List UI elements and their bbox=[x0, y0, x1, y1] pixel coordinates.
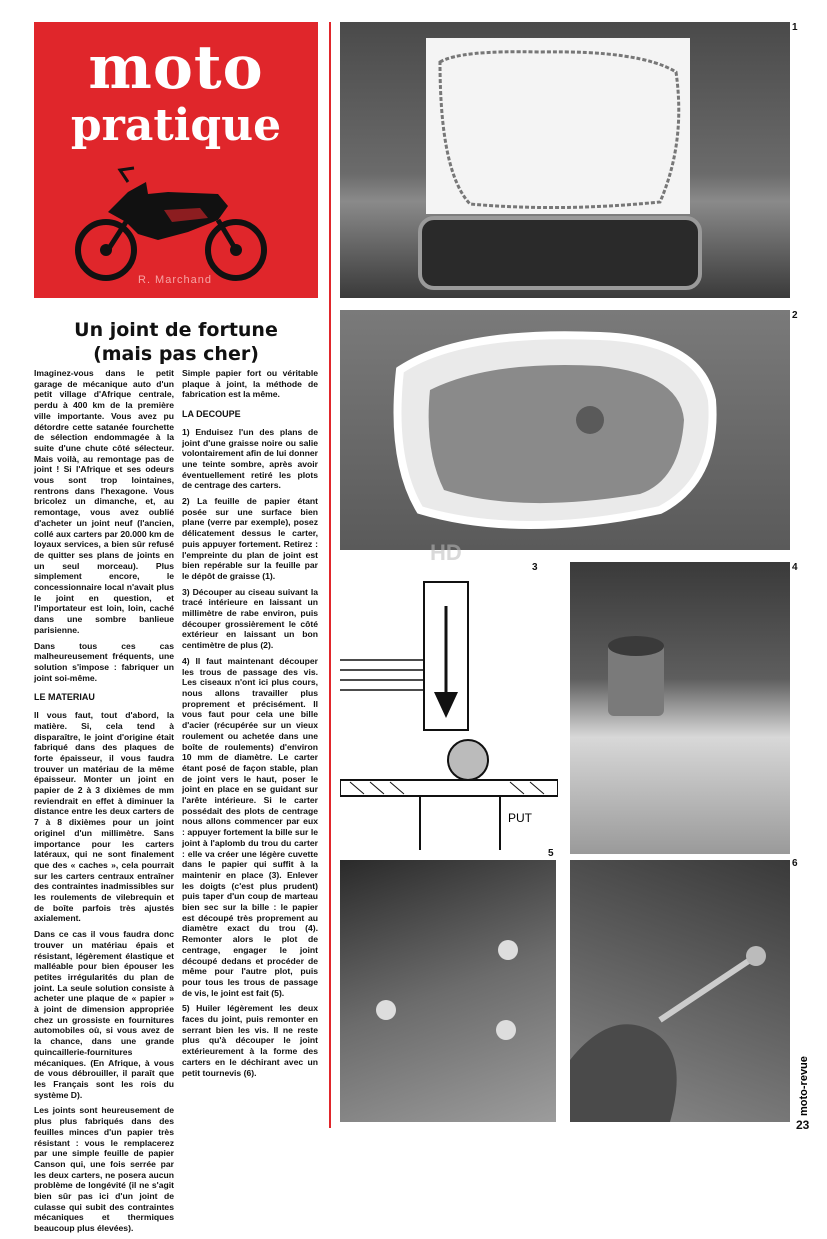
brand-moto-revue bbox=[792, 1046, 812, 1116]
title-pratique: pratique bbox=[70, 100, 282, 151]
intro-paragraph: Dans tous ces cas malheureusement fréquents, une solution s'impose : fabriquer un joint soi-même. bbox=[34, 640, 174, 683]
figure-number-5: 5 bbox=[548, 848, 554, 859]
photo-gasket-print bbox=[340, 22, 790, 298]
intro-paragraph: Imaginez-vous dans le petit garage de mécanique auto d'un petit village d'Afrique centrale, perdu à 400 km de la première ville importante. Vous avez pu détordre cette satanée fourchette de sélection endommagée à la suite d'une chute côté sélecteur. Mais voilà, au remontage pas de joint ! Si l'Afrique et ses odeurs vous sont trop lointaines, rentrons dans l'hexagone. Vous bricolez un dimanche, et, au remontage, vous avez oublié d'acheter un joint neuf (l'ancien, collé aux carters par 20.000 km de loyaux services, a bien sûr refusé de quitter ses plans de joints en un seul morceau). Plus simplement encore, le concessionnaire local n'avait plus le joint en question, et l'importateur est loin, loin, caché dans une sombre banlieue parisienne. bbox=[34, 368, 174, 635]
watermark: HD bbox=[430, 540, 462, 565]
figure-number-4: 4 bbox=[792, 562, 798, 573]
materiau-paragraph: Simple papier fort ou véritable plaque à joint, la méthode de fabrication est la même. bbox=[182, 368, 318, 400]
diagram-hammer-ball bbox=[340, 570, 558, 850]
brand-text: moto-revue bbox=[798, 1056, 810, 1116]
decoupe-step: 2) La feuille de papier étant posée sur une surface bien plane (verre par exemple), posez délicatement dessus le carter, puis appuyer fortement. Retirez : l'empreinte du plan de joint est bien repérable sur la feuille par le dépôt de graisse (1). bbox=[182, 496, 318, 581]
article-headline bbox=[34, 318, 318, 366]
photo-steel-ball-on-gasket bbox=[570, 562, 790, 854]
materiau-paragraph: Dans ce cas il vous faudra donc trouver un matériau épais et résistant, légèrement élastique et malléable pour bien épouser les petites irrégularités du plan de joint. La seule solution consiste à acheter une plaque de « papier » à joint de dimension appropriée chez un grossiste en fournitures automobiles où, si vous avez de la chance, dans une grande quincaillerie-fournitures mécaniques. (En Afrique, à vous de vous débrouiller, il paraît que les Français sont les rois du système D). bbox=[34, 929, 174, 1100]
column-divider bbox=[329, 22, 331, 1128]
diagram-signature: PUT bbox=[508, 811, 532, 825]
decoupe-step: 1) Enduisez l'un des plans de joint d'une graisse noire ou salie volontairement afin de lui donner une teinte sombre, après avoir éventuellement retiré les plots de centrage des carters. bbox=[182, 426, 318, 491]
decoupe-step: 3) Découper au ciseau suivant la tracé intérieure en laissant un millimètre de rabe environ, puis découper grossièrement le côté extérieur en laissant un bon centimètre de plus (2). bbox=[182, 586, 318, 651]
title-moto: moto bbox=[88, 33, 264, 103]
headline-line1: Un joint de fortune bbox=[74, 319, 278, 341]
headline-line2: (mais pas cher) bbox=[93, 343, 259, 365]
photo-gasket-fitted bbox=[340, 860, 556, 1122]
materiau-paragraph: Les joints sont heureusement de plus plus fabriqués dans des feuilles minces d'un papier très résistant : vous le remplacerez par une simple feuille de papier Canson qui, une fois serrée par les deux carters, ne posera aucun problème de longévité (il ne s'agit bien sûr pas ici d'un joint de culasse qui subit des contraintes mécaniques et thermiques beaucoup plus élevées). bbox=[34, 1105, 174, 1234]
figure-number-1: 1 bbox=[792, 22, 798, 33]
photo-trimming-gasket bbox=[570, 860, 790, 1122]
text-column-left bbox=[34, 368, 174, 1239]
figure-number-2: 2 bbox=[792, 310, 798, 321]
decoupe-step: 5) Huiler légèrement les deux faces du joint, puis remonter en serrant bien les vis. Il ne reste plus qu'à découper le joint extérieurement à la forme des carters en le déchirant avec un petit tournevis (6). bbox=[182, 1003, 318, 1078]
photo-cut-gasket-on-carter bbox=[340, 310, 790, 550]
decoupe-step: 4) Il faut maintenant découper les trous de passage des vis. Les ciseaux n'ont ici plus cours, nous allons travailler plus proprement et précisément. Il vous faut pour cela une bille d'acier (récupérée sur un vieux roulement ou achetée dans une boîte de roulements) d'environ 10 mm de diamètre. Le carter étant posé de façon stable, plan de joint vers le haut, poser le joint en place en se guidant sur l'arête intérieure. Si le carter possédait des plots de centrage nous allons commencer par eux : appuyer fortement la bille sur le joint à l'aplomb du trou du carter : elle va créer une légère cuvette dans le papier qui suffit à la maintenir en place (3). Enlever les doigts (c'est plus prudent) puis taper d'un coup de marteau bien sec sur la bille : le papier est découpé très proprement au diamètre exact du trou (4). Remonter alors le plot de centrage, engager le joint découpé dedans et procéder de même pour l'autre plot, puis pour tous les trous de passage de vis, le joint est fait (5). bbox=[182, 655, 318, 998]
motorcycle-illustration bbox=[68, 162, 278, 282]
figure-number-3: 3 bbox=[532, 562, 538, 573]
section-heading-decoupe: LA DECOUPE bbox=[182, 409, 241, 420]
header-box bbox=[34, 22, 318, 298]
section-heading-materiau: LE MATERIAU bbox=[34, 692, 95, 703]
materiau-paragraph: Il vous faut, tout d'abord, la matière. Si, cela tend à disparaître, le joint d'origine était fabriqué dans des plaques de forte épaisseur, il vous faudra trouver un matériau de la même épaisseur. Monter un joint en papier de 2 à 3 dixièmes de mm reviendrait en effet à diminuer la distance entre les deux carters de 7 à 8 dixièmes pour un joint originel d'un millimètre. Sans importance pour les carters latéraux, qui ne sont finalement que des « caches », cela pourrait sur les carters centraux entraîner des contraintes inadmissibles sur les roulements de vilebrequin et de boîte parfois très ajustés axialement. bbox=[34, 710, 174, 924]
page-number: 23 bbox=[796, 1118, 810, 1132]
author-credit: R. Marchand bbox=[138, 274, 212, 286]
text-column-middle bbox=[182, 368, 318, 1083]
figure-number-6: 6 bbox=[792, 858, 798, 869]
